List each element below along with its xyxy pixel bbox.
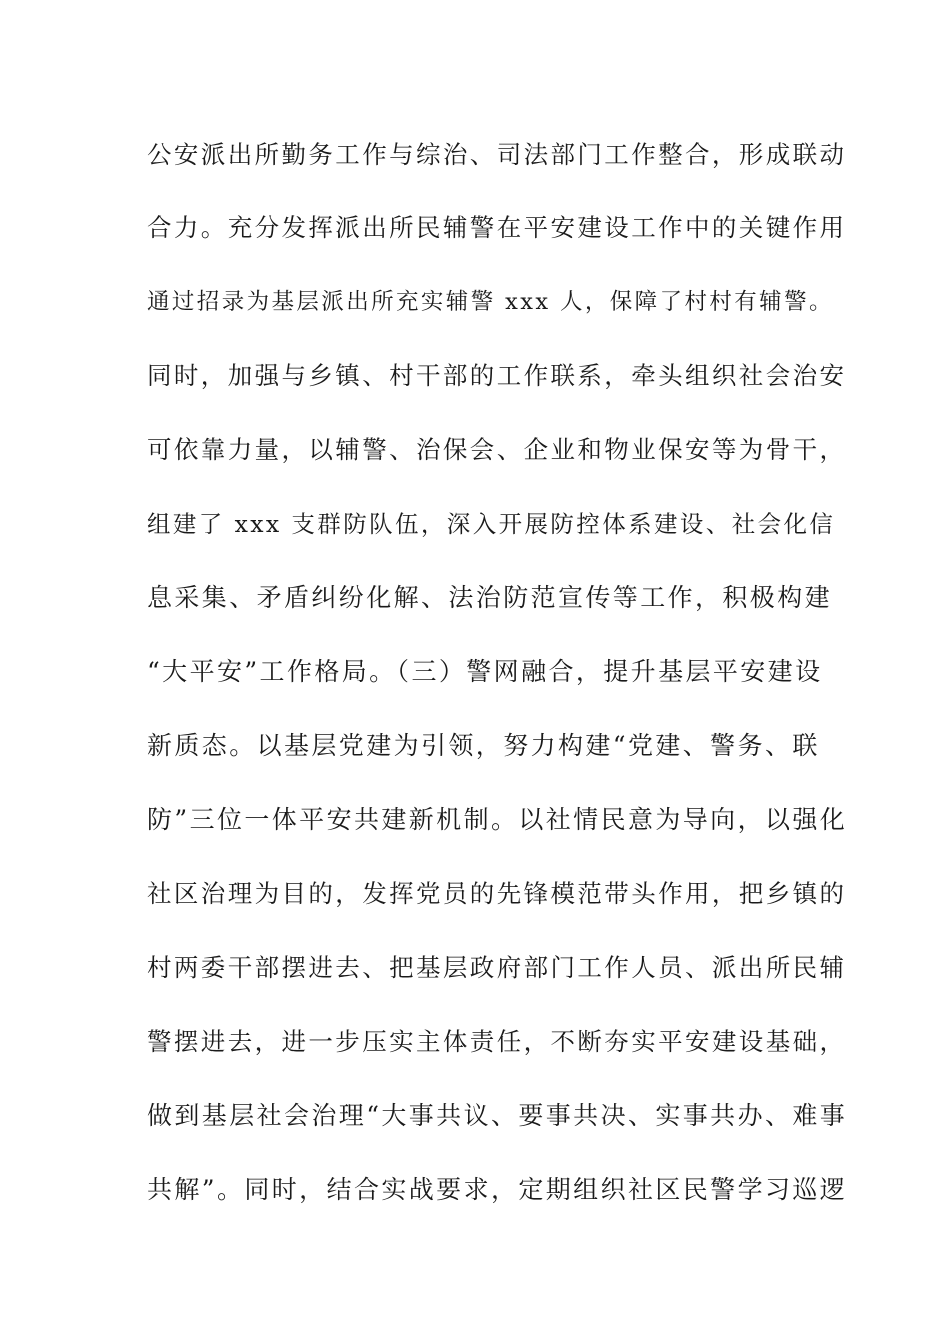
text-line: 公安派出所勤务工作与综治、司法部门工作整合，形成联动 <box>147 140 847 169</box>
text-line: 息采集、矛盾纠纷化解、法治防范宣传等工作，积极构建 <box>147 583 833 612</box>
text-line: 新质态。以基层党建为引领，努力构建“党建、警务、联 <box>147 731 820 760</box>
text-line: 通过招录为基层派出所充实辅警 xxx 人，保障了村村有辅警。 <box>147 289 834 315</box>
text-line: 合力。充分发挥派出所民辅警在平安建设工作中的关键作用 <box>147 213 847 242</box>
text-line: 警摆进去，进一步压实主体责任，不断夯实平安建设基础， <box>147 1027 847 1056</box>
text-line: 防”三位一体平安共建新机制。以社情民意为导向，以强化 <box>147 805 848 834</box>
text-line: 可依靠力量，以辅警、治保会、企业和物业保安等为骨干， <box>147 435 847 464</box>
text-line: “大平安”工作格局。（三）警网融合，提升基层平安建设 <box>147 657 823 686</box>
text-line: 做到基层社会治理“大事共议、要事共决、实事共办、难事 <box>147 1101 848 1130</box>
text-line: 社区治理为目的，发挥党员的先锋模范带头作用，把乡镇的 <box>147 879 847 908</box>
text-line: 组建了 xxx 支群防队伍，深入开展防控体系建设、社会化信 <box>147 510 836 538</box>
text-line: 村两委干部摆进去、把基层政府部门工作人员、派出所民辅 <box>147 953 847 982</box>
text-line: 共解”。同时，结合实战要求，定期组织社区民警学习巡逻 <box>147 1175 848 1204</box>
text-line: 同时，加强与乡镇、村干部的工作联系，牵头组织社会治安 <box>147 361 847 390</box>
